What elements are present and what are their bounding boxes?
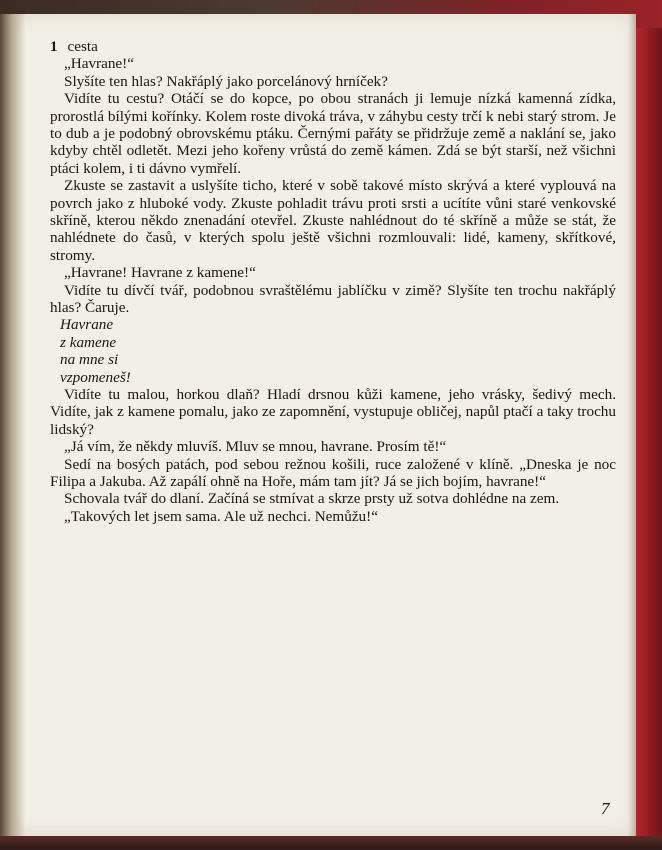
chapter-number: 1 xyxy=(50,39,58,55)
poem-line: na mne si xyxy=(60,351,119,369)
page-edge-shadow xyxy=(628,14,636,836)
red-cover-edge xyxy=(636,28,662,836)
bottom-cover-edge xyxy=(0,836,662,850)
book-page xyxy=(0,14,636,836)
paragraph: Vidíte tu malou, horkou dlaň? Hladí drsnou kůži kamene, jeho vrásky, šedivý mech. Vidíte, jak z kamene pomalu, jako ze zapomnění, vystupuje obličej, napůl ptačí a taky trochu lidský? xyxy=(50,386,616,438)
paragraph: „Takových let jsem sama. Ale už nechci. Nemůžu!“ xyxy=(64,507,378,525)
paragraph: „Havrane!“ xyxy=(64,55,134,73)
poem-line: vzpomeneš! xyxy=(60,368,131,386)
paragraph: „Havrane! Havrane z kamene!“ xyxy=(64,264,256,282)
paragraph: Slyšíte ten hlas? Nakřáplý jako porcelánový hrníček? xyxy=(64,72,388,90)
paragraph: Sedí na bosých patách, pod sebou režnou košili, ruce založené v klíně. „Dneska je noc Filipa a Jakuba. Až zapálí ohně na Hoře, mám tam jít? Já se jich bojím, havrane!“ xyxy=(50,455,616,491)
page-number: 7 xyxy=(601,799,610,818)
chapter-heading xyxy=(50,38,616,55)
paragraph: Zkuste se zastavit a uslyšíte ticho, které v sobě takové místo skrývá a které vyplouvá na povrch jako z hluboké vody. Zkuste pohladit trávu proti srsti a ucítíte vůni staré venkovské skříně, kterou někdo znenadání otevřel. Zkuste nahlédnout do té skříně a může se stát, že nahlédnete do časů, v kterých spolu ještě všichni rozmlouvali: lidé, kameny, skřítkové, stromy. xyxy=(50,177,616,264)
paragraph: Vidíte tu cestu? Otáčí se do kopce, po obou stranách ji lemuje nízká kamenná zídka, prorostlá bílými kořínky. Kolem roste divoká tráva, v záhybu cesty trčí k nebi starý strom. Je to dub a je podobný obrovskému ptáku. Černými pařáty se přidržuje země a naklání se, jako kdyby chtěl odletět. Mezi jeho kořeny vrůstá do země kámen. Zdá se být starší, než všichni ptáci kolem, i ti dávno vymřelí. xyxy=(50,90,616,177)
poem-line: Havrane xyxy=(60,316,114,334)
paragraph: Vidíte tu dívčí tvář, podobnou svraštělému jablíčku v zimě? Slyšíte ten trochu nakřáplý hlas? Čaruje. xyxy=(50,281,616,317)
poem-line: z kamene xyxy=(60,333,117,351)
paragraph: Schovala tvář do dlaní. Začíná se stmívat a skrze prsty už sotva dohlédne na zem. xyxy=(64,490,560,508)
chapter-title: cesta xyxy=(67,38,98,55)
page-text xyxy=(50,38,616,525)
paragraph: „Já vím, že někdy mluvíš. Mluv se mnou, havrane. Prosím tě!“ xyxy=(64,438,447,456)
page-gutter xyxy=(0,14,26,836)
poem xyxy=(50,316,616,386)
